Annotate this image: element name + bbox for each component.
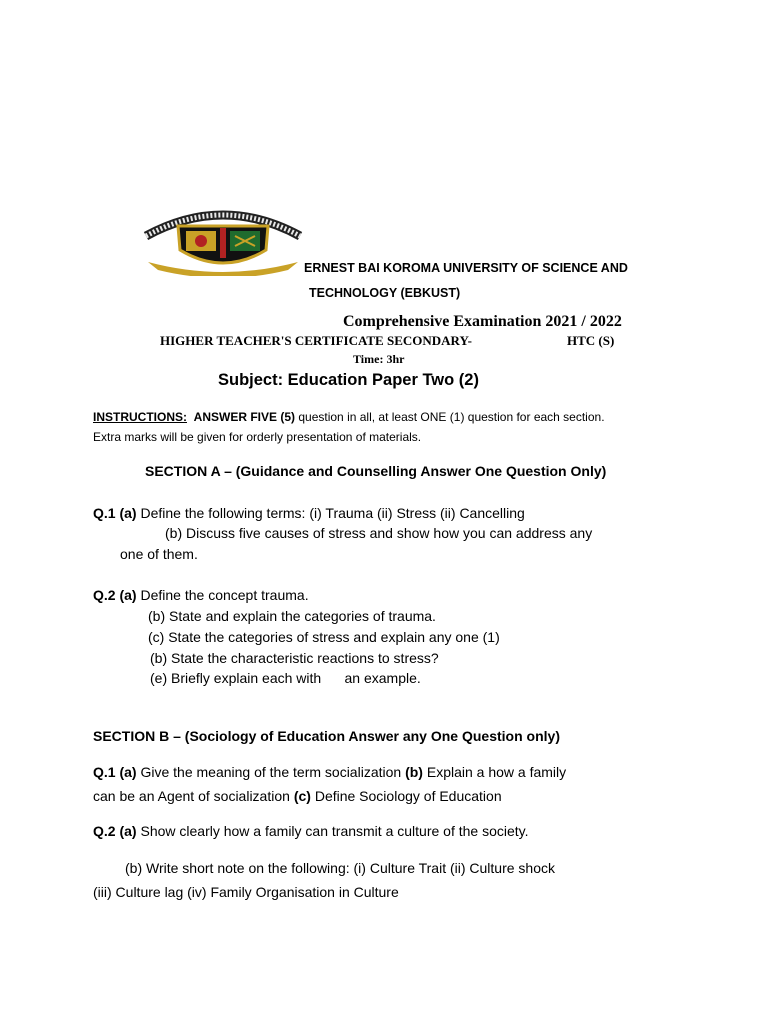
- section-a-heading: SECTION A – (Guidance and Counselling Answer One Question Only): [145, 463, 607, 479]
- part-label: (a): [119, 764, 137, 780]
- exam-time: Time: 3hr: [353, 352, 405, 366]
- part-label: (a): [119, 587, 137, 603]
- question-text: Define the following terms: (i) Trauma (ii) Stress (ii) Cancelling: [140, 505, 525, 521]
- part-label: (b): [405, 764, 423, 780]
- question-text: Define the concept trauma.: [140, 587, 309, 603]
- subject-title: Subject: Education Paper Two (2): [218, 371, 479, 389]
- section-b-q1-line1: [93, 764, 566, 780]
- question-number: Q.1: [93, 505, 116, 521]
- instructions-label: INSTRUCTIONS:: [93, 410, 187, 424]
- section-b-heading: SECTION B – (Sociology of Education Answer any One Question only): [93, 728, 560, 744]
- section-a-q1-part-a: [93, 505, 525, 521]
- part-label: (a): [119, 505, 137, 521]
- programme-name: HIGHER TEACHER'S CERTIFICATE SECONDARY-: [160, 333, 472, 348]
- question-number: Q.2: [93, 587, 116, 603]
- instructions-line2: Extra marks will be given for orderly presentation of materials.: [93, 430, 422, 444]
- university-name-line1: ERNEST BAI KOROMA UNIVERSITY OF SCIENCE AND: [304, 261, 628, 275]
- question-text: can be an Agent of socialization: [93, 788, 290, 804]
- university-name-line2: TECHNOLOGY (EBKUST): [309, 286, 461, 300]
- section-b-q2-part-a: [93, 823, 529, 839]
- instructions-emphasis: ANSWER FIVE (5): [193, 410, 296, 424]
- part-label: (c): [293, 788, 311, 804]
- section-b-q2-part-b-line1: (b) Write short note on the following: (i) Culture Trait (ii) Culture shock: [125, 860, 556, 876]
- section-a-q2-part: (b) State and explain the categories of trauma.: [148, 608, 436, 624]
- section-a-q2-part-a: [93, 587, 309, 603]
- section-a-q2-part: (e) Briefly explain each with an example.: [150, 670, 421, 686]
- section-a-q1-part-b-line1: (b) Discuss five causes of stress and show how you can address any: [165, 525, 593, 541]
- section-a-q2-part: (b) State the characteristic reactions to stress?: [150, 650, 439, 666]
- programme-code: HTC (S): [567, 333, 615, 348]
- question-text: Explain a how a family: [426, 764, 567, 780]
- instructions-line1: [93, 410, 605, 424]
- part-label: (a): [119, 823, 137, 839]
- instructions-text: question in all, at least ONE (1) question for each section.: [298, 410, 605, 424]
- section-a-q2-part: (c) State the categories of stress and explain any one (1): [148, 629, 500, 645]
- section-b-q1-line2: [93, 788, 502, 804]
- university-crest-logo: [138, 206, 308, 276]
- question-number: Q.2: [93, 823, 116, 839]
- question-text: Define Sociology of Education: [314, 788, 502, 804]
- question-text: Show clearly how a family can transmit a culture of the society.: [140, 823, 529, 839]
- question-number: Q.1: [93, 764, 116, 780]
- section-b-q2-part-b-line2: (iii) Culture lag (iv) Family Organisation in Culture: [93, 884, 399, 900]
- question-text: Give the meaning of the term socialization: [140, 764, 402, 780]
- section-a-q1-part-b-line2: one of them.: [120, 546, 198, 562]
- exam-title: Comprehensive Examination 2021 / 2022: [343, 313, 622, 330]
